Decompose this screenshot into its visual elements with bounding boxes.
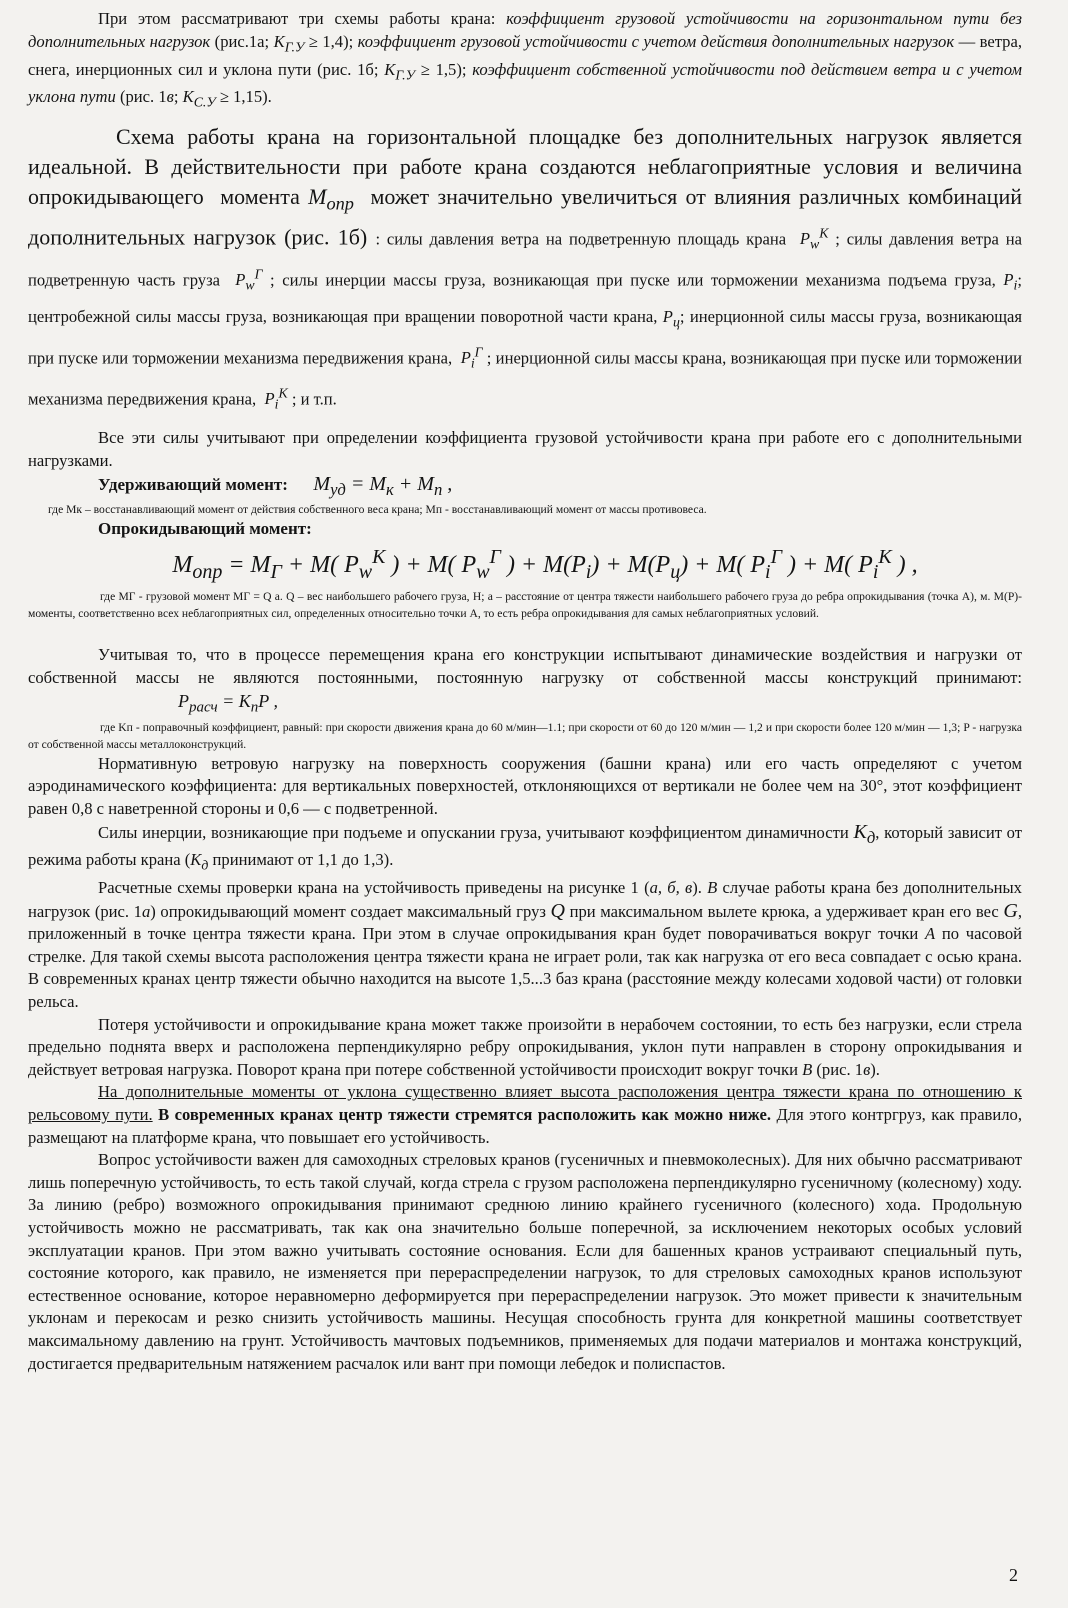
paragraph-all-forces: Все эти силы учитывают при определении коэффициента грузовой устойчивости крана при работе его с дополнительными нагрузками. — [28, 428, 1022, 470]
paragraph-ideal-scheme: Схема работы крана на горизонтальной площадке без дополнительных нагрузок является идеальной. В действительности при работе крана создаются неблагоприятные условия и величина опрокидывающего момента $M_{опр}$ может значительно увеличиться от влияния различных комбинаций дополнительных нагрузок (рис. 1б) : силы давления ветра на подветренную площадь крана $P_w^К$ ; силы давления ветра на подветренную часть груза $P_w^Г$ ; силы инерции массы груза, возникающая при пуске или торможении механизма подъема груза, $P_i$; центробежной силы массы груза, возникающая при вращении поворотной части крана, $P_ц$; инерционной силы массы груза, возникающая при пуске или торможении механизма передвижения крана, $P_i^Г$ ; инерционной силы массы крана, возникающая при пуске или торможении механизма передвижения крана, $P_i^К$ ; и т.п. — [28, 124, 1022, 412]
paragraph-non-working-state: Потеря устойчивости и опрокидывание крана может также произойти в нерабочем состоянии, то есть без нагрузки, если стрела предельно поднята вверх и расположена перпендикулярно ребру опрокидывания, уклон пути направлен в сторону опрокидывания и действует ветровая нагрузка. Поворот крана при потере собственной устойчивости происходит вокруг точки B (рис. 1в). — [28, 1014, 1022, 1079]
design-load-formula: $P_{расч} = K_пP$ , — [178, 690, 278, 716]
holding-moment-note: где Mк – восстанавливающий момент от действия собственного веса крана; Mп - восстанавливающий момент от массы противовеса. — [48, 502, 707, 516]
holding-moment-formula: $M_{уд} = M_к + M_п$ , — [313, 472, 453, 499]
holding-moment-line — [28, 473, 1022, 501]
underlined-statement: На дополнительные моменты от уклона существенно влияет высота расположения центра тяжести крана по отношению к рельсовому пути. — [28, 1082, 1022, 1124]
tipping-moment-note: где MГ - грузовой момент MГ = Q a. Q – вес наибольшего рабочего груза, Н; a – расстояние от центра тяжести наибольшего рабочего груза до ребра опрокидывания (точка А), м. M(P)- моменты, соответственно всех неблагоприятных сил, определенных относительно точки A, то есть ребра опрокидывания для самых неблагоприятных условий. — [28, 590, 1022, 621]
paragraph-center-of-gravity: На дополнительные моменты от уклона существенно влияет высота расположения центра тяжести крана по отношению к рельсовому пути. В современных кранах центр тяжести стремятся расположить как можно ниже. Для этого контргруз, как правило, размещают на платформе крана, что повышает его устойчивость. — [28, 1082, 1022, 1147]
paragraph-self-propelled-cranes: Вопрос устойчивости важен для самоходных стреловых кранов (гусеничных и пневмоколесных). Для них обычно рассматривают лишь поперечную устойчивость, то есть такой случай, когда стрела с грузом расположена перпендикулярно гусеничному (колесному) ходу. За линию (ребро) возможного опрокидывания принимают среднюю линию крайнего гусеничного (колесного) хода. Продольную устойчивость можно не рассматривать, так как она значительно больше поперечной, за исключением некоторых особых условий эксплуатации кранов. При этом важно учитывать состояние основания. Если для башенных кранов устраивают специальный путь, состояние которого, как правило, не изменяется при перераспределении нагрузок, то для стреловых самоходных кранов используют естественное основание, которое неравномерно деформируется при перераспределении нагрузок. Это может привести к значительным уклонам и перекосам и резко снизить устойчивость машины. Несущая способность грунта для конкретной машины соответствует максимальному давлению на грунт. Устойчивость мачтовых подъемников, применяемых для подачи материалов и монтажа конструкций, достигается предварительным натяжением расчалок или вант при помощи лебедок и полиспастов. — [28, 1150, 1022, 1373]
design-load-note: где Kп - поправочный коэффициент, равный: при скорости движения крана до 60 м/мин—1.1; при скорости от 60 до 120 м/мин — 1,2 и при скорости более 120 м/мин — 1,3; P - нагрузка от собственной массы металлоконструкций. — [28, 720, 1022, 751]
bold-statement: В современных кранах центр тяжести стремятся расположить как можно ниже. — [158, 1104, 771, 1124]
paragraph-wind-load: Нормативную ветровую нагрузку на поверхность сооружения (башни крана) или его часть определяют с учетом аэродинамического коэффициента: для вертикальных поверхностей, отклоняющихся от вертикали не более чем на 30°, этот коэффициент равен 0,8 с наветренной стороны и 0,6 — с подветренной. — [28, 753, 1022, 818]
tipping-moment-formula: $M_{опр} = M_Г + M$( $P_w^К$ ) + M( $P_w^Г$ ) + $M(P_i) + M(P_ц) + M$( $P_i^Г$ ) + M( $P_i^К$ ) , — [172, 545, 918, 583]
paragraph-dynamic-loads: Учитывая то, что в процессе перемещения крана его конструкции испытывают динамические воздействия и нагрузки от собственной массы не являются постоянными, постоянную нагрузку от собственной массы конструкций принимают: $P_{расч} = K_пP$ , — [28, 645, 1022, 716]
holding-moment-label: Удерживающий момент: — [98, 474, 288, 494]
paragraph-schemes: При этом рассматривают три схемы работы крана: коэффициент грузовой устойчивости на горизонтальном пути без дополнительных нагрузок (рис.1а; $K_{Г.У} \ge 1,4$); коэффициент грузовой устойчивости с учетом действия дополнительных нагрузок — ветра, снега, инерционных сил и уклона пути (рис. 1б; $K_{Г.У} \ge 1,5$); коэффициент собственной устойчивости под действием ветра и с учетом уклона пути (рис. 1в; $K_{С.У} \ge 1,15$). — [28, 9, 1022, 110]
paragraph-design-schemes: Расчетные схемы проверки крана на устойчивость приведены на рисунке 1 (а, б, в). В случае работы крана без дополнительных нагрузок (рис. 1а) опрокидывающий момент создает максимальный груз Q при максимальном вылете крюка, а удерживает кран его вес G, приложенный в точке центра тяжести крана. При этом в случае опрокидывания кран будет поворачиваться вокруг точки A по часовой стрелке. Для такой схемы высота расположения центра тяжести крана не играет роли, так как нагрузка от его веса совпадает с осью крана. В современных кранах центр тяжести обычно находится на высоте 1,5...3 баз крана (расстояние между колесами ходовой части) от головки рельса. — [28, 878, 1023, 1011]
tipping-moment-label: Опрокидывающий момент: — [98, 518, 312, 538]
paragraph-inertia-forces: Силы инерции, возникающие при подъеме и опускании груза, учитывают коэффициентом динамичности $K_д$, который зависит от режима работы крана ($K_д$ принимают от 1,1 до 1,3). — [28, 820, 1023, 873]
page-number: 2 — [1009, 1565, 1018, 1585]
